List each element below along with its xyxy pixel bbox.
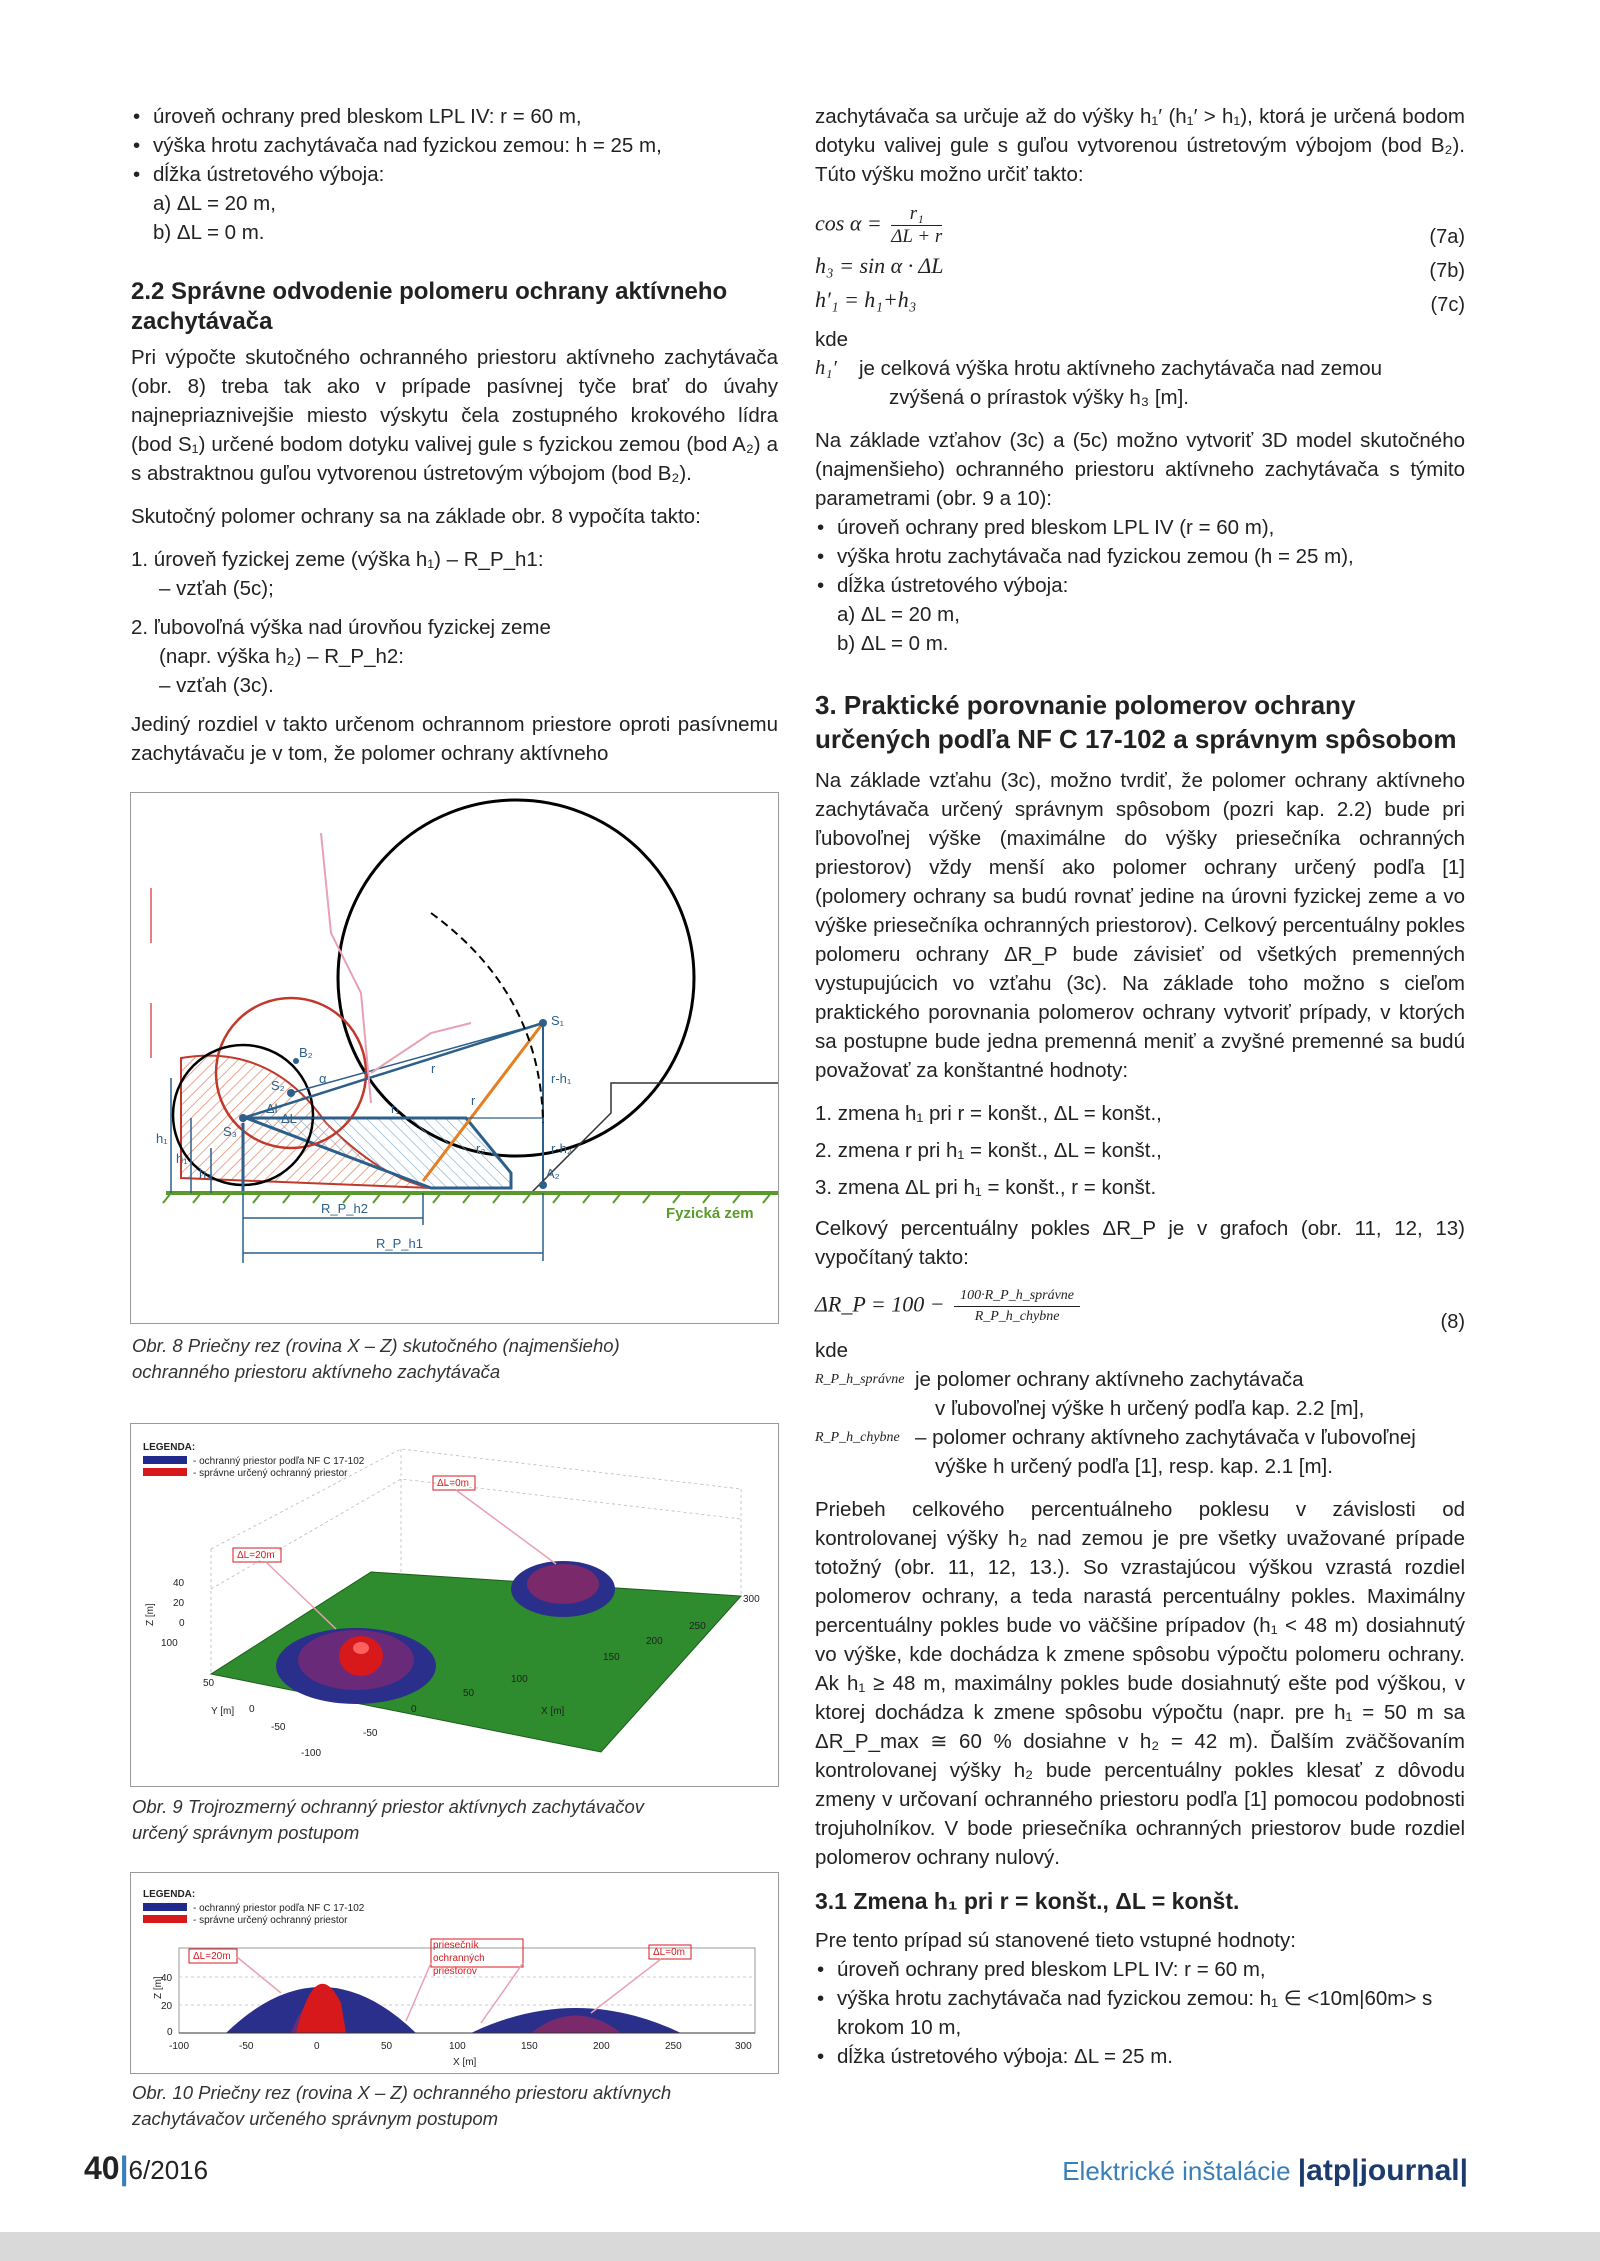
issue-number: 6/2016 <box>128 2155 209 2185</box>
tick-label: 150 <box>521 2041 538 2052</box>
figure-9 <box>130 1423 779 1787</box>
equation-text: h₃ = sin α · ΔL <box>815 253 944 278</box>
numbered-item-text: (napr. výška h₂) – R_P_h2: <box>159 645 404 668</box>
fig8-label: α <box>319 1071 327 1086</box>
sub-item: a) ΔL = 20 m, <box>837 603 960 626</box>
tick-label: 0 <box>314 2041 320 2052</box>
definition-symbol: R_P_h_správne <box>815 1372 905 1387</box>
fig8-label: B₂ <box>299 1045 313 1060</box>
guide-line <box>371 1023 471 1073</box>
equation-numerator: r₁ <box>891 203 942 226</box>
definition-symbol: R_P_h_chybne <box>815 1430 900 1445</box>
numbered-item-text: 2. ľubovoľná výška nad úrovňou fyzickej zeme <box>131 616 551 639</box>
figure-8-caption: Obr. 8 Priečny rez (rovina X – Z) skutočného (najmenšieho) ochranného priestoru aktívneho zachytávača <box>132 1335 620 1382</box>
fig8-label: S₂ <box>271 1078 285 1093</box>
equation-numerator: 100·R_P_h_správne <box>954 1286 1080 1307</box>
numbered-item-text: – vzťah (5c); <box>159 577 274 600</box>
fig8-label: h₂ <box>199 1166 212 1181</box>
equation-text: cos α = <box>815 210 882 236</box>
paragraph: Celkový percentuálny pokles ΔR_P je v grafoch (obr. 11, 12, 13) vypočítaný takto: <box>815 1217 1465 1269</box>
bullet-item: • dĺžka ústretového výboja: <box>815 571 1465 600</box>
tick-label: -50 <box>271 1722 286 1733</box>
tick-label: 300 <box>735 2041 752 2052</box>
tick-label: 40 <box>161 1973 173 1984</box>
tick-label: 300 <box>743 1594 760 1605</box>
callout-label: ΔL=0m <box>437 1478 469 1489</box>
fig8-label: A₂ <box>546 1166 560 1181</box>
definition-symbol: h₁′ <box>815 357 837 379</box>
fig8-label: R_P_h2 <box>321 1201 368 1216</box>
bullet-item: • dĺžka ústretového výboja: ΔL = 25 m. <box>815 2042 1465 2071</box>
figure-9-caption: Obr. 9 Trojrozmerný ochranný priestor aktívnych zachytávačov určený správnym postupom <box>132 1796 645 1843</box>
tick-label: 0 <box>179 1618 185 1629</box>
tick-label: -50 <box>239 2041 254 2052</box>
legend-swatch-red <box>143 1468 187 1476</box>
tick-label: 50 <box>463 1688 475 1699</box>
section-heading-3-1: 3.1 Zmena h₁ pri r = konšt., ΔL = konšt. <box>815 1888 1240 1914</box>
radius-line <box>291 1023 543 1093</box>
brand-part: atp <box>1306 2154 1352 2187</box>
legend-item: - ochranný priestor podľa NF C 17-102 <box>193 1903 365 1914</box>
figure-10-caption: Obr. 10 Priečny rez (rovina X – Z) ochranného priestoru aktívnych zachytávačov určeného správnym postupom <box>132 2082 672 2129</box>
numbered-item-text: – vzťah (3c). <box>159 674 274 697</box>
fig8-label: r <box>471 1093 476 1108</box>
definition-text: zvýšená o prírastok výšky h₃ [m]. <box>889 386 1189 409</box>
bullet-item: • úroveň ochrany pred bleskom LPL IV: r = 60 m, <box>815 1955 1465 1984</box>
tick-label: 50 <box>381 2041 393 2052</box>
bullet-item: • úroveň ochrany pred bleskom LPL IV (r = 60 m), <box>815 513 1465 542</box>
equation-denominator: ΔL + r <box>891 226 943 247</box>
bullet-item: • úroveň ochrany pred bleskom LPL IV: r = 60 m, <box>131 102 778 131</box>
brand-logo: |atp|journal| <box>1297 2154 1468 2187</box>
fig8-label: h₁ <box>176 1151 188 1166</box>
tick-label: 50 <box>203 1678 215 1689</box>
legend-swatch-blue <box>143 1903 187 1911</box>
equation-number: (8) <box>1440 1311 1465 1333</box>
tick-label: 100 <box>511 1674 528 1685</box>
paragraph: Na základe vzťahov (3c) a (5c) možno vytvoriť 3D model skutočného (najmenšieho) ochranného priestoru aktívneho zachytávača s týmito parametrami (obr. 9 a 10): <box>815 429 1465 510</box>
tick-label: -50 <box>363 1728 378 1739</box>
sub-item: b) ΔL = 0 m. <box>153 221 265 244</box>
figure-10 <box>130 1872 779 2074</box>
equation-number: (7a) <box>1429 226 1465 248</box>
fig8-label: ΔL <box>281 1111 297 1126</box>
footer-separator: | <box>119 2150 129 2186</box>
fig8-label: r₁ <box>391 1101 400 1116</box>
tick-label: 100 <box>449 2041 466 2052</box>
page-number: 40 <box>84 2150 120 2186</box>
tick-label: 0 <box>411 1704 417 1715</box>
definition <box>815 1365 1465 1423</box>
paragraph: Skutočný polomer ochrany sa na základe obr. 8 vypočíta takto: <box>131 505 701 528</box>
legend-title: LEGENDA: <box>143 1442 196 1453</box>
fig8-label: Fyzická zem <box>666 1205 754 1222</box>
definition-text: v ľubovoľnej výške h určený podľa kap. 2.2 [m], <box>935 1397 1365 1420</box>
fig8-label: r-h₁ <box>551 1071 572 1086</box>
numbered-item-text: 1. úroveň fyzickej zeme (výška h₁) – R_P_h1: <box>131 548 544 571</box>
bottom-strip <box>0 2232 1600 2261</box>
legend-item: - správne určený ochranný priestor <box>193 1468 348 1479</box>
page-footer-left <box>84 2150 208 2187</box>
fig8-label: R_P_h1 <box>376 1236 423 1251</box>
section-heading-3: 3. Praktické porovnanie polomerov ochrany určených podľa NF C 17-102 a správnym spôsobom <box>815 690 1457 754</box>
definition-text: je celková výška hrotu aktívneho zachytávača nad zemou <box>859 357 1383 380</box>
tick-label: 200 <box>593 2041 610 2052</box>
equation-7c <box>815 285 1465 319</box>
fig8-label: h₁ <box>156 1131 168 1146</box>
paragraph: Jediný rozdiel v takto určenom ochrannom priestore oproti pasívnemu zachytávaču je v tom, že polomer ochrany aktívneho <box>131 713 778 765</box>
page-footer-right <box>1062 2154 1468 2188</box>
paragraph: Na základe vzťahu (3c), možno tvrdiť, že polomer ochrany aktívneho zachytávača určený správnym spôsobom (pozri kap. 2.2) bude pri ľubovoľnej výške (maximálne do výšky priesečníka ochranných priestorov) vždy menší ako polomer ochrany určený podľa [1] (polomery ochrany sa budú rovnať jedine na úrovni fyzickej zeme a vo výške priesečníka ochranných priestorov). Celkový percentuálny pokles polomeru ochrany ΔR_P bude závisieť od všetkých premenných vystupujúcich vo vzťahu (3c). Na základe toho možno s cieľom praktického porovnania polomerov ochrany vytvoriť prípady, v ktorých sa postupne bude jedna premenná meniť a zvyšné premenné sa budú považovať za konštantné hodnoty: <box>815 769 1465 1082</box>
where-label: kde <box>815 1339 849 1362</box>
where-label: kde <box>815 328 849 351</box>
paragraph: Priebeh celkového percentuálneho poklesu v závislosti od kontrolovanej výšky h₂ nad zemou je pre všetky uvažované prípade totožný (obr. 11, 12, 13.). So vzrastajúcou výškou vzrastá rozdiel polomerov ochrany, a teda narastá percentuálny pokles. Maximálny percentuálny pokles bude vo väčšine prípadov (h₁ < 48 m) dosiahnutý vo výške, kde dochádza k zmene spôsobu výpočtu polomeru ochrany. Ak h₁ ≥ 48 m, maximálny pokles bude dosiahnutý ešte pod výškou, v ktorej dochádza k zmene spôsobu výpočtu (napr. pre h₁ = 50 m sa ΔR_P_max ≅ 60 % dosiahne v h₂ = 42 m). Ďalším zväčšovaním kontrolovanej výšky h₂ bude percentuálny pokles klesať z dôvodu zmeny v určovaní ochranného priestoru podľa [1] pomocou podobnosti trojuholníkov. V bode priesečníka ochranných priestorov bude rozdiel polomerov ochrany nulový. <box>815 1498 1465 1869</box>
protection-dome-mix <box>527 1564 599 1604</box>
sub-item: a) ΔL = 20 m, <box>153 192 276 215</box>
tick-label: 250 <box>665 2041 682 2052</box>
paragraph: zachytávača sa určuje až do výšky h₁′ (h₁′ > h₁), ktorá je určená bodom dotyku valivej gule s guľou vytvorenou ústretovým výbojom (bod B₂). Túto výšku možno určiť takto: <box>815 105 1465 186</box>
tick-label: 40 <box>173 1578 185 1589</box>
section-name: Elektrické inštalácie <box>1062 2156 1291 2186</box>
definition-text: – polomer ochrany aktívneho zachytávača v ľubovoľnej <box>915 1426 1416 1449</box>
legend-swatch-blue <box>143 1456 187 1464</box>
callout-label: ΔL=20m <box>193 1951 231 1962</box>
paragraph: Pre tento prípad sú stanovené tieto vstupné hodnoty: <box>815 1929 1296 1952</box>
legend-item: - ochranný priestor podľa NF C 17-102 <box>193 1456 365 1467</box>
definition-text: výške h určený podľa [1], resp. kap. 2.1 [m]. <box>935 1455 1333 1478</box>
bullet-item: • dĺžka ústretového výboja: <box>131 160 778 189</box>
axis-label: X [m] <box>541 1706 565 1717</box>
fig8-label: Δl <box>266 1101 278 1116</box>
equation-7b <box>815 251 1465 285</box>
tick-label: 150 <box>603 1652 620 1663</box>
bullet-item: • výška hrotu zachytávača nad fyzickou zemou: h = 25 m, <box>131 131 778 160</box>
equation-8 <box>815 1286 1465 1336</box>
fig8-label: S₃ <box>223 1124 237 1139</box>
callout-label: ΔL=20m <box>237 1550 275 1561</box>
equation-denominator: R_P_h_chybne <box>974 1309 1060 1324</box>
dashed-arc <box>431 913 543 1123</box>
tick-label: 0 <box>249 1704 255 1715</box>
paragraph: Pri výpočte skutočného ochranného priestoru aktívneho zachytávača (obr. 8) treba tak ako v prípade pasívnej tyče brať do úvahy najnepriaznivejšie miesto výskytu čela zostupného krokového lídra (bod S₁) určené bodom dotyku valivej gule s fyzickou zemou (bod A₂) a s abstraktnou guľou vytvorenou ústretovým výbojom (bod B₂). <box>131 346 778 485</box>
legend-title: LEGENDA: <box>143 1889 196 1900</box>
building-outline <box>531 1083 778 1193</box>
tick-label: -100 <box>301 1748 322 1759</box>
brand-part: journal <box>1359 2154 1460 2187</box>
bullet-item: • výška hrotu zachytávača nad fyzickou zemou (h = 25 m), <box>815 542 1465 571</box>
fig8-label: S₁ <box>551 1013 565 1028</box>
dome-highlight <box>353 1642 369 1654</box>
axis-label: X [m] <box>453 2057 477 2068</box>
axis-label: Z [m] <box>153 1976 164 1999</box>
figure-8-diagram <box>131 793 778 1323</box>
numbered-item <box>131 613 778 700</box>
tick-label: 100 <box>161 1638 178 1649</box>
guide-line <box>321 833 371 1103</box>
left-column <box>131 102 778 782</box>
figure-8 <box>130 792 779 1324</box>
legend-swatch-red <box>143 1915 187 1923</box>
bullet-item: • výška hrotu zachytávača nad fyzickou zemou: h₁ ∈ <10m|60m> s krokom 10 m, <box>815 1984 1465 2042</box>
fig8-label: r₂ <box>476 1141 486 1156</box>
definition <box>815 354 1465 412</box>
figure-10-plot <box>131 1873 778 2073</box>
axis-label: Y [m] <box>211 1706 235 1717</box>
fig8-label: r-h₂ <box>551 1141 572 1156</box>
tick-label: 0 <box>167 2027 173 2038</box>
right-column <box>815 102 1465 2071</box>
tick-label: -100 <box>169 2041 190 2052</box>
equation-text: h′₁ = h₁+h₃ <box>815 287 917 312</box>
figure-9-plot <box>131 1424 778 1786</box>
sub-item: b) ΔL = 0 m. <box>837 632 949 655</box>
section-heading-2-2: 2.2 Správne odvodenie polomeru ochrany aktívneho zachytávača <box>131 278 728 335</box>
case-item: 2. zmena r pri h₁ = konšt., ΔL = konšt., <box>815 1139 1162 1162</box>
equation-number: (7c) <box>1430 294 1465 316</box>
equation-7a <box>815 203 1465 251</box>
tick-label: 20 <box>161 2001 173 2012</box>
legend-item: - správne určený ochranný priestor <box>193 1915 348 1926</box>
tick-label: 200 <box>646 1636 663 1647</box>
axis-label: Z [m] <box>145 1603 156 1626</box>
equation-number: (7b) <box>1429 260 1465 282</box>
callout-label: priesečník ochranných priestorov <box>433 1940 485 1977</box>
definition-text: je polomer ochrany aktívneho zachytávača <box>915 1368 1304 1391</box>
case-item: 3. zmena ΔL pri h₁ = konšt., r = konšt. <box>815 1176 1157 1199</box>
tick-label: 20 <box>173 1598 185 1609</box>
fig8-label: r <box>431 1061 436 1076</box>
numbered-item <box>131 545 778 603</box>
tick-label: 250 <box>689 1621 706 1632</box>
definition <box>815 1423 1465 1481</box>
callout-label: ΔL=0m <box>653 1947 685 1958</box>
equation-text: ΔR_P = 100 − <box>815 1291 945 1317</box>
case-item: 1. zmena h₁ pri r = konšt., ΔL = konšt., <box>815 1102 1162 1125</box>
